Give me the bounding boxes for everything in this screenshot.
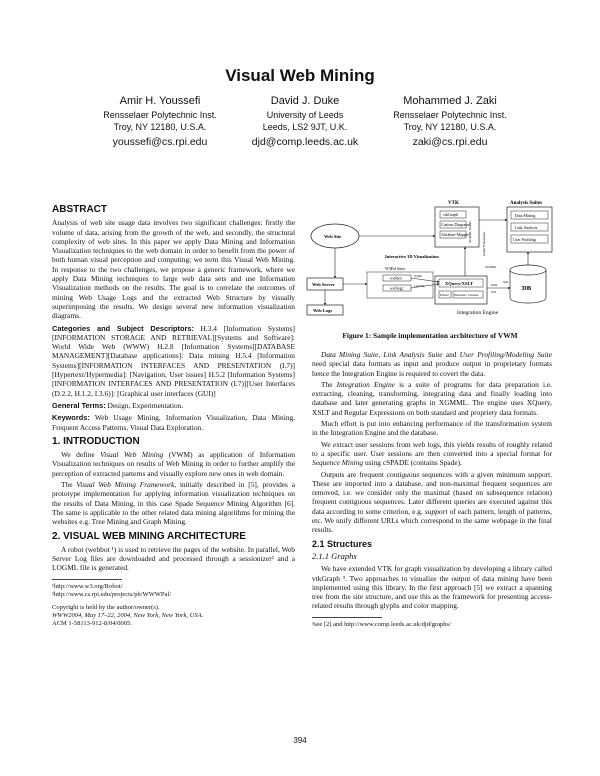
text-run: We extract user sessions from web logs, this yields results of roughly related to a specific user. User sessions are then converted into a special format for xyxy=(312,439,552,458)
footnote-rule xyxy=(52,579,122,580)
text-run: Outputs are frequent xyxy=(321,469,387,479)
general-terms xyxy=(52,401,295,410)
emphasis: Sequence Mining xyxy=(312,458,364,468)
architecture-paragraph-1: A robot (webbot ¹) is used to retrieve the pages of the website. In parallel, Web Server Log files are downloaded and processed through a sessionizer² and a LOGML file is generated. xyxy=(52,544,295,573)
author-address: Leeds, LS2 9JT, U.K. xyxy=(262,122,348,132)
emphasis: Visual Web Mining Framework xyxy=(76,480,175,490)
section-2-heading: 2. VISUAL WEB MINING ARCHITECTURE xyxy=(52,530,246,542)
link-analysis-label: Link Analysis xyxy=(515,225,538,230)
text-run: need special data formats as input and produce output in proprietary formats hence the Integration Engine is required to covert the data. xyxy=(312,359,552,378)
categories-text: H.3.4 [Information Systems][INFORMATION STORAGE AND RETRIEVAL][Systems and Software]: World Wide Web (WWW) H.2.8 [Information Systems][DATABASE MANAGEMENT][Database applications]: Data mining H.5.4 [Information Systems][INFORMATION INTERFACES AND PRESENTATION (I.7)][Hypertext/Hypermedia]: [Navigation, User issues] H.5.2 [Information Systems][INFORMATION INTERFACES AND PRESENTATION (I.7)][User Interfaces (D.2.2, H.1.2, I.3.6)]: [Graphical user interfaces (GUI)] xyxy=(52,323,296,398)
emphasis: support xyxy=(424,506,448,516)
emphasis: Data Mining Suite xyxy=(321,350,379,359)
abstract-heading: ABSTRACT xyxy=(52,204,107,215)
text-run: (VWM) as application of Information Visualization techniques on results of Web Mining in order to further amplify the perception of extracted patterns and visually explore new ones in web domain. xyxy=(52,450,295,478)
db-label: DB xyxy=(522,285,532,292)
logml-label: LOGML xyxy=(414,284,425,288)
emphasis: contiguous xyxy=(386,469,420,479)
xgmml-label: XGMML xyxy=(485,265,497,269)
emphasis: Link Analysis Suite xyxy=(383,350,443,359)
heuristic-cleaner-label: Heuristic Cleaner xyxy=(454,293,479,297)
right-paragraph-2 xyxy=(312,380,552,417)
general-terms-label: General Terms: xyxy=(52,400,106,410)
author-name: Mohammed J. Zaki xyxy=(403,95,497,107)
text-run: of each pattern, length of patterns, etc. We unify different URLs which correspond to the same webpage in the final results. xyxy=(312,506,552,535)
text-run: The xyxy=(61,480,77,490)
custom-diagrams-label: Custom Diagrams xyxy=(441,222,470,227)
figure-caption: Figure 1: Sample implementation architecture of VWM xyxy=(342,331,518,340)
user-profiling-label: User Profiling xyxy=(513,237,536,242)
footnote-2: ²http://www.cs.rpi.edu/projects/pb/WWWPal/ xyxy=(52,590,172,598)
keywords xyxy=(52,413,295,432)
xml-label: XML xyxy=(491,283,498,287)
text-run: sequences with a given minimum support. These are imported into a database, and non-maximal frequent sequences are removed, i.e. we consider only the maximal (based on subsequence relation) frequent contiguous sequences. Later different queries are executed against this data according to some criterion, e.g. xyxy=(312,469,552,516)
analysis-suites-label: Analysis Suites xyxy=(510,201,543,206)
author-name: Amir H. Youssefi xyxy=(119,95,201,107)
graph-transformer-label: Graph Transformer xyxy=(482,231,486,256)
w3pal-suite-label: W3Pal Suite xyxy=(385,266,406,271)
copyright-line-3: ACM 1-58113-912-8/04/0005. xyxy=(52,619,132,627)
interactive-3d-label: Interactive 3D Visualization xyxy=(385,254,439,259)
weblogr-label: weblogr xyxy=(390,285,404,291)
vtk-label: VTK xyxy=(448,201,459,206)
webbot-label: webbot xyxy=(390,275,402,281)
footnote-1: ¹http://www.w3.org/Robot/ xyxy=(52,582,123,590)
keywords-label: Keywords: xyxy=(52,413,90,423)
page-number: 394 xyxy=(293,736,307,745)
categories xyxy=(52,324,295,398)
intro-paragraph-1 xyxy=(52,450,295,478)
subsection-heading: 2.1 Structures xyxy=(312,538,373,549)
text-run: , xyxy=(378,350,384,359)
vtkgraph-label: vtkGraph xyxy=(443,212,459,217)
parser-label: Parser xyxy=(440,293,449,297)
text-run: We define xyxy=(61,450,101,460)
architecture-diagram xyxy=(305,198,555,320)
right-paragraph-4 xyxy=(312,440,552,468)
xquery-xslt-label: XQuery/XSLT xyxy=(445,281,474,286)
author-affiliation: Rensselaer Polytechnic Inst. xyxy=(393,110,507,120)
general-terms-text: Design, Experimentation. xyxy=(107,400,184,410)
db-cylinder-top xyxy=(510,265,546,275)
web-site-label: Web Site xyxy=(324,234,342,239)
section-1-heading: 1. INTRODUCTION xyxy=(52,435,140,447)
sql-label: SQL xyxy=(503,280,509,284)
copyright-line-2 xyxy=(52,612,295,620)
attribute-mapper-label: Attribute Mapper xyxy=(441,232,469,237)
xgmml-reader-label: XGMML Reader xyxy=(468,221,472,243)
intro-paragraph-2 xyxy=(52,480,295,526)
footnote-3: ³see [2] and http://www.comp.leeds.ac.uk/djd/graphs/ xyxy=(312,620,451,628)
emphasis: Integration Engine xyxy=(336,379,395,389)
paper-title: Visual Web Mining xyxy=(225,66,375,85)
text-run: using cSPADE (contains Spade). xyxy=(363,458,462,468)
author-affiliation: Rensselaer Polytechnic Inst. xyxy=(103,110,217,120)
integration-engine-label: Integration Engine xyxy=(457,310,499,316)
subsubsection-heading: 2.1.1 Graphs xyxy=(312,550,357,561)
text-run: The xyxy=(321,379,337,389)
categories-label: Categories and Subject Descriptors: xyxy=(52,323,194,333)
keywords-text: Web Usage Mining, Information Visualization, Data Mining, Frequent Access Patterns, Visual Data Exploration. xyxy=(52,413,295,432)
web-logs-label: Web Logs xyxy=(313,308,333,313)
right-column xyxy=(312,350,552,629)
right-paragraph-1 xyxy=(312,350,552,378)
author-email: zaki@cs.rpi.edu xyxy=(412,136,488,148)
emphasis: Visual Web Mining xyxy=(100,450,164,460)
right-paragraph-3: Much effort is put into enhancing performance of the transformation system in the Integration Engine and the database. xyxy=(312,419,552,438)
author-email: djd@comp.leeds.ac.uk xyxy=(251,136,359,148)
text-run: , initially described in [5], provides a prototype implementation for applying information visualization techniques on the results of Data Mining, in this case Spade Sequence Mining Algorithm [6]. The same is applicable to the other related data mining algorithms for mining the websites e.g. Tree Mining and Graph Mining. xyxy=(52,480,295,527)
text-run: and xyxy=(442,350,460,359)
author-name: David J. Duke xyxy=(270,95,340,107)
data-mining-label: Data Mining xyxy=(515,213,536,218)
text-run: is a suite of programs for data preparation i.e. extracting, cleaning, transforming, integrating data and finally loading into database and later generating graphs in XGMML. The engine uses XQuery, XSLT and Regular Expressions on both standard and propriety data formats. xyxy=(312,379,552,417)
author-address: Troy, NY 12180, U.S.A. xyxy=(403,122,497,132)
left-column xyxy=(52,200,295,628)
copyright-line-1: Copyright is held by the author/owner(s). xyxy=(52,603,160,611)
right-paragraph-6: We have extended VTK for graph visualization by developing a library called vtkGraph ³. Two approaches to visualize the output of data mining have been implemented using this library. In the first approach [5] we extract a spanning tree from the site structure, and use this as the framework for presenting access-related results through glyphs and color mapping. xyxy=(312,564,552,611)
author-address: Troy, NY 12180, U.S.A. xyxy=(113,122,207,132)
sgml-label: SGML xyxy=(414,274,423,278)
author-3 xyxy=(360,95,540,148)
right-paragraph-5 xyxy=(312,470,552,535)
xsl-label: XSL xyxy=(491,290,497,294)
author-affiliation: University of Leeds xyxy=(266,110,344,120)
emphasis: User Profiling/Modeling Suite xyxy=(459,350,553,359)
footnote-rule xyxy=(312,617,382,618)
author-email: youssefi@cs.rpi.edu xyxy=(112,136,208,148)
web-server-label: Web Server xyxy=(312,282,335,287)
conference-info: WWW2004, May 17–22, 2004, New York, New York, USA. xyxy=(52,611,204,619)
abstract-text: Analysis of web site usage data involves two significant challenges: firstly the volume of data, arising from the growth of the web, and secondly, the structural complexity of web sites. In this paper we apply Data Mining and Information Visualization techniques to the web domain in order to benefit from the power of both human visual perception and computing; we term this Visual Web Mining. In response to the two challenges, we propose a generic framework, where we apply Data Mining techniques to large web data sets and use Information Visualization methods on the results. The goal is to correlate the outcomes of mining Web Usage Logs and the extracted Web Structure by visually superimposing the results. We design several new information visualization diagrams. xyxy=(52,218,295,321)
